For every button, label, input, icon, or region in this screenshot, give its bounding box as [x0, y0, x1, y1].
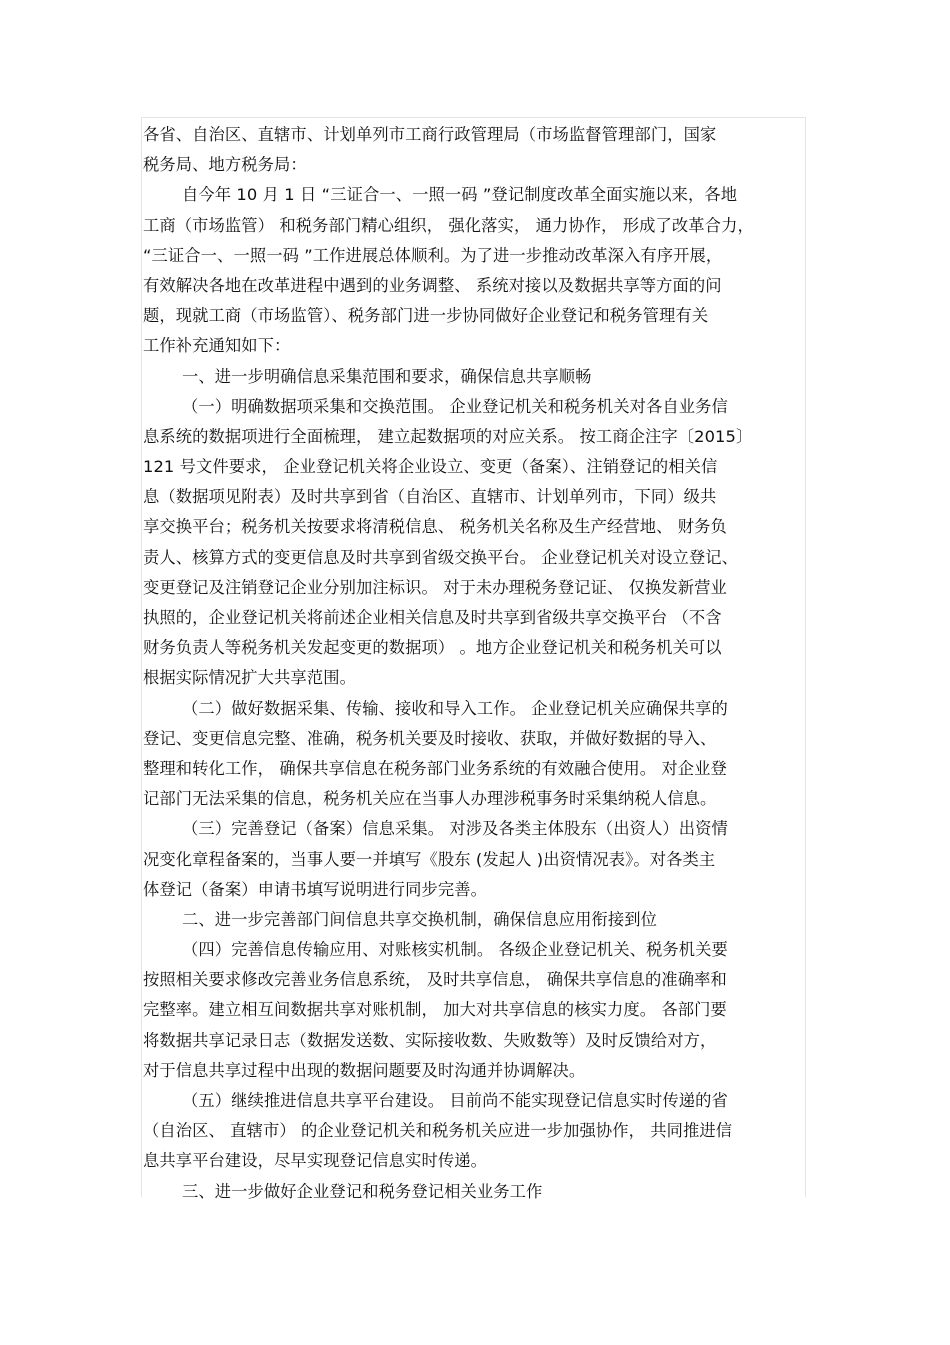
text-line: 息（数据项见附表）及时共享到省（自治区、直辖市、计划单列市，下同）级共: [143, 487, 717, 507]
text-line: 工商（市场监管） 和税务部门精心组织， 强化落实， 通力协作， 形成了改革合力，: [143, 215, 754, 235]
text-line: （二）做好数据采集、传输、接收和导入工作。 企业登记机关应确保共享的: [182, 698, 728, 718]
text-line: “三证合一、一照一码 ”工作进展总体顺利。为了进一步推动改革深入有序开展，: [143, 245, 723, 265]
text-line: （一）明确数据项采集和交换范围。 企业登记机关和税务机关对各自业务信: [182, 396, 728, 416]
text-line: 息共享平台建设，尽早实现登记信息实时传递。: [143, 1151, 488, 1171]
text-line: 按照相关要求修改完善业务信息系统， 及时共享信息， 确保共享信息的准确率和: [143, 970, 727, 990]
text-line: 责人、核算方式的变更信息及时共享到省级交换平台。 企业登记机关对设立登记、: [143, 547, 739, 567]
text-line: 二、进一步完善部门间信息共享交换机制，确保信息应用衔接到位: [182, 909, 658, 929]
text-line: 有效解决各地在改革进程中遇到的业务调整、 系统对接以及数据共享等方面的问: [143, 275, 722, 295]
text-line: 自今年 10 月 1 日 “三证合一、一照一码 ”登记制度改革全面实施以来，各地: [182, 185, 738, 205]
text-line: 财务负责人等税务机关发起变更的数据项） 。地方企业登记机关和税务机关可以: [143, 638, 722, 658]
text-line: 工作补充通知如下：: [143, 336, 291, 356]
text-line: 三、进一步做好企业登记和税务登记相关业务工作: [182, 1181, 543, 1201]
text-line: （五）继续推进信息共享平台建设。 目前尚不能实现登记信息实时传递的省: [182, 1091, 728, 1110]
text-line: 整理和转化工作， 确保共享信息在税务部门业务系统的有效融合使用。 对企业登: [143, 758, 727, 778]
text-line: 登记、变更信息完整、准确，税务机关要及时接收、获取，并做好数据的导入、: [143, 728, 717, 748]
text-line: 题，现就工商（市场监管）、税务部门进一步协同做好企业登记和税务管理有关: [143, 306, 709, 326]
text-line: 税务局、地方税务局：: [143, 155, 307, 175]
text-line: 执照的，企业登记机关将前述企业相关信息及时共享到省级共享交换平台 （不含: [143, 608, 722, 627]
text-line: （自治区、 直辖市） 的企业登记机关和税务机关应进一步加强协作， 共同推进信: [143, 1121, 733, 1141]
text-line: 变更登记及注销登记企业分别加注标识。 对于未办理税务登记证、 仅换发新营业: [143, 577, 727, 597]
text-line: 各省、自治区、直辖市、计划单列市工商行政管理局（市场监督管理部门，国家: [143, 125, 717, 144]
text-line: （三）完善登记（备案）信息采集。 对涉及各类主体股东（出资人）出资情: [182, 819, 728, 839]
text-line: 121 号文件要求， 企业登记机关将企业设立、变更（备案）、注销登记的相关信: [143, 457, 718, 477]
text-line: 享交换平台；税务机关按要求将清税信息、 税务机关名称及生产经营地、 财务负: [143, 517, 727, 537]
text-line: 息系统的数据项进行全面梳理， 建立起数据项的对应关系。 按工商企注字〔2015〕: [143, 426, 753, 446]
text-line: 根据实际情况扩大共享范围。: [143, 668, 356, 688]
text-line: 将数据共享记录日志（数据发送数、实际接收数、失败数等）及时反馈给对方，: [143, 1030, 717, 1050]
text-line: （四）完善信息传输应用、对账核实机制。 各级企业登记机关、税务机关要: [182, 940, 728, 960]
document-body: [143, 120, 807, 1207]
text-line: 完整率。建立相互间数据共享对账机制， 加大对共享信息的核实力度。 各部门要: [143, 1000, 727, 1020]
text-line: 对于信息共享过程中出现的数据问题要及时沟通并协调解决。: [143, 1060, 586, 1080]
text-line: 记部门无法采集的信息，税务机关应在当事人办理涉税事务时采集纳税人信息。: [143, 789, 717, 809]
text-line: 况变化章程备案的，当事人要一并填写《股东 (发起人 )出资情况表》。对各类主: [143, 849, 716, 869]
text-line: 一、进一步明确信息采集范围和要求，确保信息共享顺畅: [182, 366, 592, 386]
text-line: 体登记（备案）申请书填写说明进行同步完善。: [143, 879, 488, 899]
